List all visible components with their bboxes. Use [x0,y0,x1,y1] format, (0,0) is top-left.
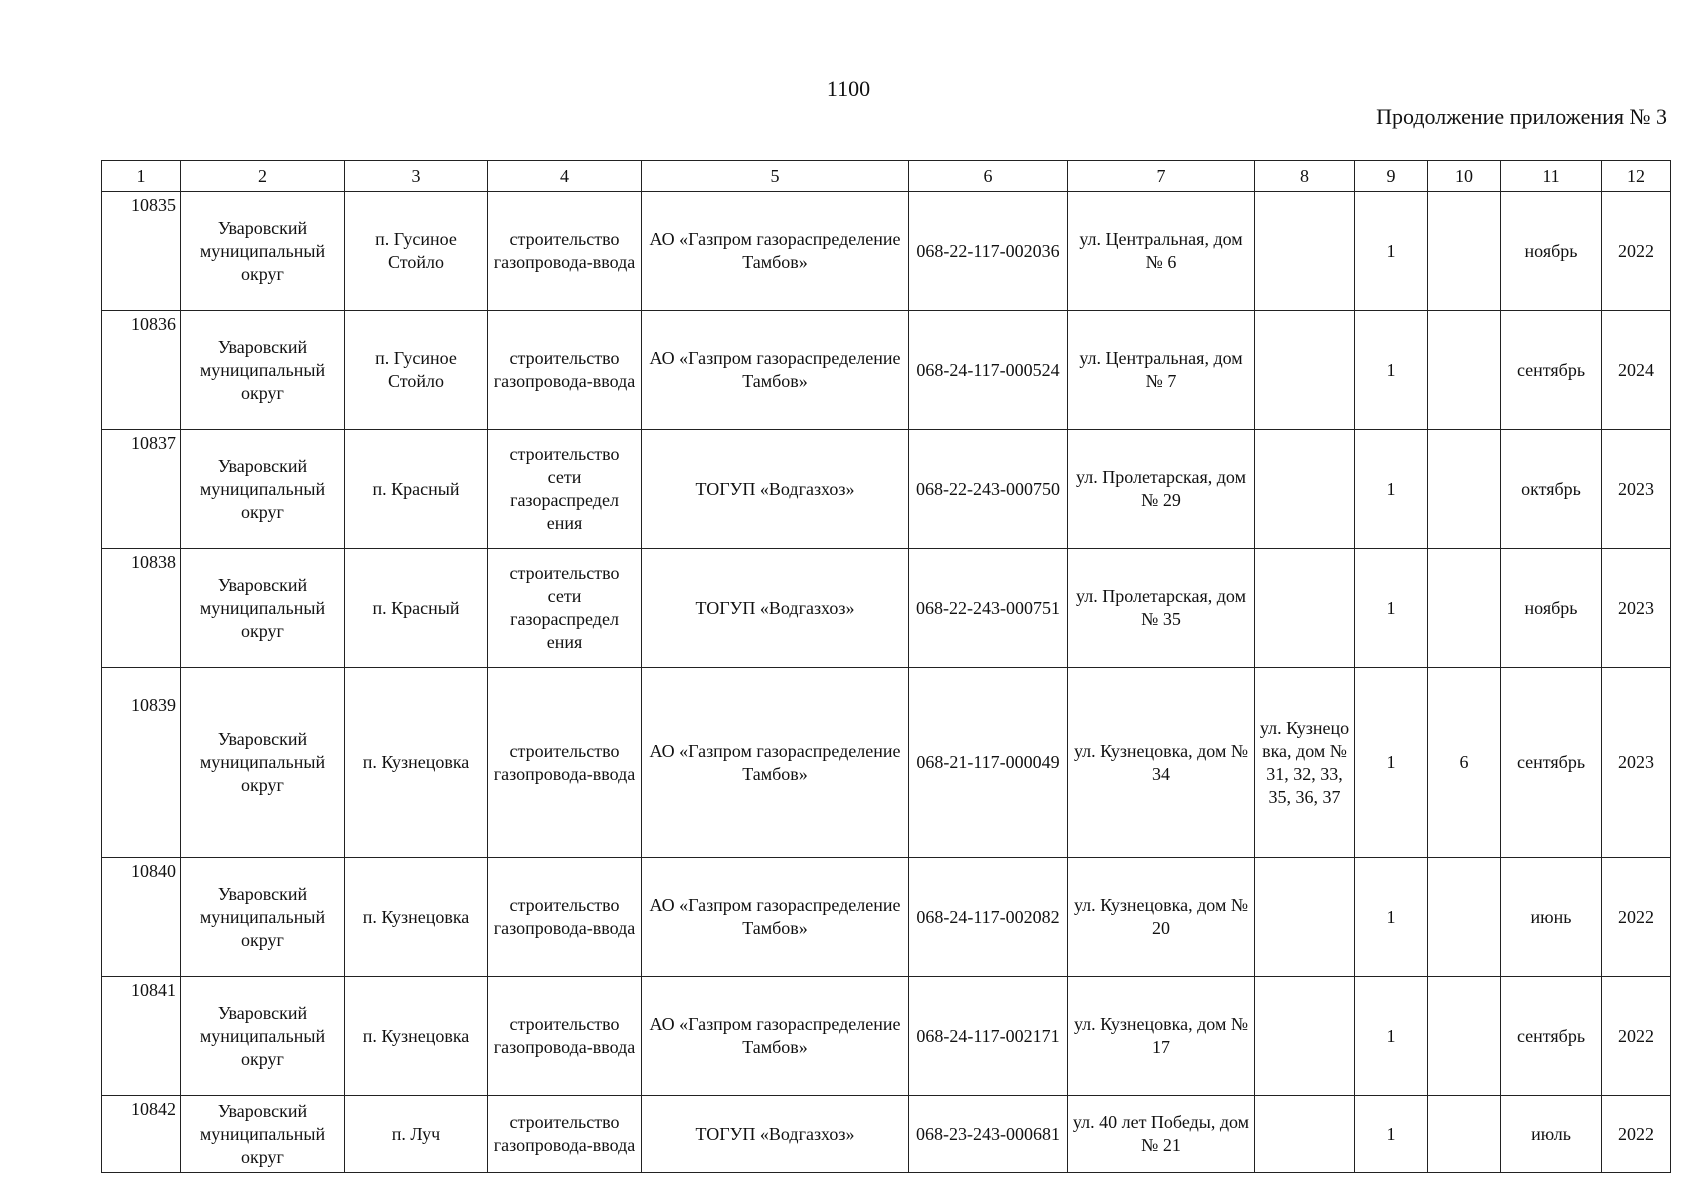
record-number: 10842 [102,1096,181,1173]
organization-cell: АО «Газпром газораспределение Тамбов» [642,192,909,311]
table-row [102,977,1671,1096]
month-cell: сентябрь [1501,977,1602,1096]
count-cell: 1 [1355,549,1428,668]
additional-address-cell [1255,311,1355,430]
table-row [102,430,1671,549]
address-cell: ул. Кузнецовка, дом № 34 [1068,668,1255,858]
column-header: 3 [345,161,488,192]
municipality-cell: Уваровский муниципальный округ [181,192,345,311]
settlement-cell: п. Красный [345,549,488,668]
additional-address-cell [1255,858,1355,977]
column-header: 7 [1068,161,1255,192]
table-row [102,549,1671,668]
month-cell: июнь [1501,858,1602,977]
work-type-cell: строительство газопровода-ввода [488,1096,642,1173]
record-number: 10839 [102,668,181,858]
code-cell: 068-23-243-000681 [909,1096,1068,1173]
table-row [102,311,1671,430]
work-type-cell: строительство сети газораспредел ения [488,430,642,549]
organization-cell: АО «Газпром газораспределение Тамбов» [642,311,909,430]
settlement-cell: п. Кузнецовка [345,977,488,1096]
column-header: 5 [642,161,909,192]
extra-count-cell [1428,1096,1501,1173]
count-cell: 1 [1355,430,1428,549]
municipality-cell: Уваровский муниципальный округ [181,1096,345,1173]
work-type-cell: строительство газопровода-ввода [488,311,642,430]
record-number: 10835 [102,192,181,311]
year-cell: 2022 [1602,858,1671,977]
year-cell: 2022 [1602,192,1671,311]
month-cell: сентябрь [1501,311,1602,430]
address-cell: ул. Пролетарская, дом № 29 [1068,430,1255,549]
column-header: 9 [1355,161,1428,192]
table-row [102,858,1671,977]
municipality-cell: Уваровский муниципальный округ [181,311,345,430]
additional-address-cell [1255,430,1355,549]
count-cell: 1 [1355,1096,1428,1173]
settlement-cell: п. Гусиное Стойло [345,192,488,311]
year-cell: 2024 [1602,311,1671,430]
code-cell: 068-24-117-002171 [909,977,1068,1096]
municipality-cell: Уваровский муниципальный округ [181,430,345,549]
year-cell: 2023 [1602,668,1671,858]
work-type-cell: строительство газопровода-ввода [488,977,642,1096]
column-header: 4 [488,161,642,192]
table-row [102,668,1671,858]
column-header: 1 [102,161,181,192]
column-header: 10 [1428,161,1501,192]
month-cell: ноябрь [1501,192,1602,311]
record-number: 10837 [102,430,181,549]
record-number: 10838 [102,549,181,668]
record-number: 10836 [102,311,181,430]
code-cell: 068-22-243-000751 [909,549,1068,668]
organization-cell: АО «Газпром газораспределение Тамбов» [642,977,909,1096]
year-cell: 2022 [1602,977,1671,1096]
year-cell: 2023 [1602,549,1671,668]
organization-cell: АО «Газпром газораспределение Тамбов» [642,668,909,858]
year-cell: 2023 [1602,430,1671,549]
extra-count-cell: 6 [1428,668,1501,858]
code-cell: 068-21-117-000049 [909,668,1068,858]
settlement-cell: п. Красный [345,430,488,549]
settlement-cell: п. Кузнецовка [345,668,488,858]
extra-count-cell [1428,549,1501,668]
count-cell: 1 [1355,668,1428,858]
column-header: 8 [1255,161,1355,192]
record-number: 10840 [102,858,181,977]
extra-count-cell [1428,430,1501,549]
count-cell: 1 [1355,858,1428,977]
municipality-cell: Уваровский муниципальный округ [181,549,345,668]
extra-count-cell [1428,311,1501,430]
appendix-continuation-note: Продолжение приложения № 3 [1376,104,1667,129]
additional-address-cell: ул. Кузнецо вка, дом № 31, 32, 33, 35, 36, 37 [1255,668,1355,858]
additional-address-cell [1255,977,1355,1096]
additional-address-cell [1255,549,1355,668]
organization-cell: АО «Газпром газораспределение Тамбов» [642,858,909,977]
work-type-cell: строительство газопровода-ввода [488,668,642,858]
page-number: 1100 [826,76,871,101]
organization-cell: ТОГУП «Водгазхоз» [642,1096,909,1173]
register-table [101,160,1671,1173]
record-number: 10841 [102,977,181,1096]
code-cell: 068-22-243-000750 [909,430,1068,549]
count-cell: 1 [1355,311,1428,430]
code-cell: 068-22-117-002036 [909,192,1068,311]
extra-count-cell [1428,858,1501,977]
month-cell: октябрь [1501,430,1602,549]
extra-count-cell [1428,977,1501,1096]
settlement-cell: п. Луч [345,1096,488,1173]
column-header: 6 [909,161,1068,192]
address-cell: ул. Центральная, дом № 7 [1068,311,1255,430]
month-cell: ноябрь [1501,549,1602,668]
column-number-header-row [102,161,1671,192]
settlement-cell: п. Кузнецовка [345,858,488,977]
address-cell: ул. Пролетарская, дом № 35 [1068,549,1255,668]
organization-cell: ТОГУП «Водгазхоз» [642,549,909,668]
additional-address-cell [1255,1096,1355,1173]
organization-cell: ТОГУП «Водгазхоз» [642,430,909,549]
table-row [102,1096,1671,1173]
extra-count-cell [1428,192,1501,311]
municipality-cell: Уваровский муниципальный округ [181,668,345,858]
count-cell: 1 [1355,192,1428,311]
additional-address-cell [1255,192,1355,311]
table-row [102,192,1671,311]
settlement-cell: п. Гусиное Стойло [345,311,488,430]
municipality-cell: Уваровский муниципальный округ [181,977,345,1096]
column-header: 11 [1501,161,1602,192]
work-type-cell: строительство газопровода-ввода [488,858,642,977]
month-cell: июль [1501,1096,1602,1173]
column-header: 12 [1602,161,1671,192]
work-type-cell: строительство газопровода-ввода [488,192,642,311]
address-cell: ул. Центральная, дом № 6 [1068,192,1255,311]
address-cell: ул. Кузнецовка, дом № 17 [1068,977,1255,1096]
code-cell: 068-24-117-000524 [909,311,1068,430]
count-cell: 1 [1355,977,1428,1096]
address-cell: ул. 40 лет Победы, дом № 21 [1068,1096,1255,1173]
address-cell: ул. Кузнецовка, дом № 20 [1068,858,1255,977]
column-header: 2 [181,161,345,192]
code-cell: 068-24-117-002082 [909,858,1068,977]
municipality-cell: Уваровский муниципальный округ [181,858,345,977]
year-cell: 2022 [1602,1096,1671,1173]
month-cell: сентябрь [1501,668,1602,858]
work-type-cell: строительство сети газораспредел ения [488,549,642,668]
